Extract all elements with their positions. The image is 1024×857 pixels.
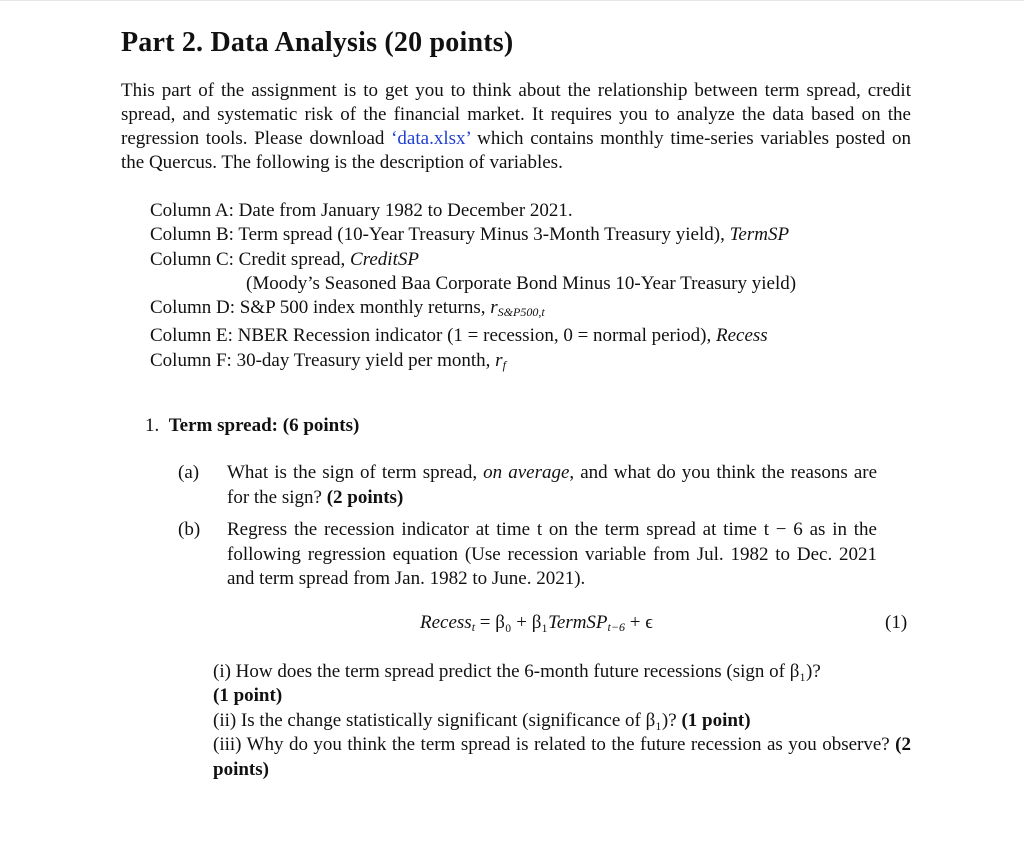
equation-rhs: = β₀ + β₁ bbox=[475, 612, 549, 633]
subpart-i-points: (1 point) bbox=[213, 685, 283, 707]
equation-error-term: + ϵ bbox=[624, 612, 653, 633]
subpart-iii bbox=[213, 733, 911, 782]
subpart-ii bbox=[213, 709, 911, 733]
intro-paragraph bbox=[121, 79, 911, 175]
data-file-link[interactable]: ‘data.xlsx’ bbox=[391, 128, 471, 149]
question-1a-text-end: , and what do you think the reasons are for the sign? bbox=[227, 462, 878, 508]
regression-equation bbox=[420, 612, 653, 635]
subpart-ii-points: (1 point) bbox=[681, 709, 751, 731]
column-descriptions bbox=[150, 199, 796, 377]
column-f-desc bbox=[150, 349, 796, 377]
column-d-text: Column D: S&P 500 index monthly returns, bbox=[150, 297, 491, 319]
column-c-desc bbox=[150, 248, 796, 272]
column-e-desc bbox=[150, 324, 796, 348]
equation-lhs-subscript: t bbox=[471, 620, 476, 634]
column-e-var: Recess bbox=[716, 325, 768, 347]
question-1a-label: (a) bbox=[178, 462, 200, 483]
intro-text-start: This part of the assignment is to get you to think about the relationship between term spread, credit spread, and systematic risk of the financial market. It requires you to analyze the data based on the regression tools. Please download bbox=[121, 80, 911, 149]
question-1a-text-start: What is the sign of term spread, bbox=[227, 462, 484, 483]
question-1b-label: (b) bbox=[178, 519, 201, 540]
column-d-desc bbox=[150, 296, 796, 324]
column-a-desc: Column A: Date from January 1982 to December 2021. bbox=[150, 200, 573, 221]
subpart-iii-text: (iii) Why do you think the term spread is related to the future recession as you observe? bbox=[213, 734, 896, 756]
question-1-number: 1. bbox=[145, 415, 160, 436]
page-title: Part 2. Data Analysis (20 points) bbox=[121, 27, 514, 58]
subpart-ii-text: (ii) Is the change statistically significant (significance of β₁)? bbox=[213, 709, 682, 731]
column-f-var: r bbox=[495, 349, 503, 371]
question-1a-text bbox=[227, 461, 877, 510]
equation-lhs: Recess bbox=[420, 612, 472, 633]
column-b-var: TermSP bbox=[729, 224, 790, 246]
column-c-var: CreditSP bbox=[350, 248, 419, 270]
column-f-text: Column F: 30-day Treasury yield per month, bbox=[150, 349, 496, 371]
question-1a-points: (2 points) bbox=[326, 486, 404, 508]
subpart-iii-points: (2 points) bbox=[213, 734, 911, 780]
column-d-var: r bbox=[490, 297, 498, 319]
question-1-heading bbox=[145, 415, 359, 437]
column-b-desc bbox=[150, 223, 796, 247]
top-border bbox=[0, 0, 1024, 1]
question-1-title: Term spread: (6 points) bbox=[168, 415, 360, 436]
question-1b-text: Regress the recession indicator at time t on the term spread at time t − 6 as in the following regression equation (Use recession variable from Jul. 1982 to Dec. 2021 and term spread from Jan. 1982 to June. 2021). bbox=[227, 519, 877, 589]
intro-text-end: which contains monthly time-series variables posted on the Quercus. The following is the description of variables. bbox=[121, 128, 911, 173]
equation-variable: TermSP bbox=[548, 612, 608, 633]
question-1a-emphasis: on average bbox=[483, 462, 570, 483]
subpart-i bbox=[213, 660, 911, 709]
subpart-i-text: (i) How does the term spread predict the 6-month future recessions (sign of β₁)? bbox=[213, 661, 821, 682]
column-e-text: Column E: NBER Recession indicator (1 = recession, 0 = normal period), bbox=[150, 325, 716, 347]
column-d-subscript: S&P500,t bbox=[497, 305, 545, 320]
equation-variable-subscript: t−6 bbox=[607, 620, 625, 634]
equation-number: (1) bbox=[885, 612, 908, 633]
column-b-text: Column B: Term spread (10-Year Treasury Minus 3-Month Treasury yield), bbox=[150, 224, 730, 246]
question-1b-subparts bbox=[213, 660, 911, 782]
column-c-subtext: (Moody’s Seasoned Baa Corporate Bond Minus 10-Year Treasury yield) bbox=[246, 272, 797, 294]
column-c-text: Column C: Credit spread, bbox=[150, 248, 351, 270]
column-f-subscript: f bbox=[502, 357, 506, 372]
